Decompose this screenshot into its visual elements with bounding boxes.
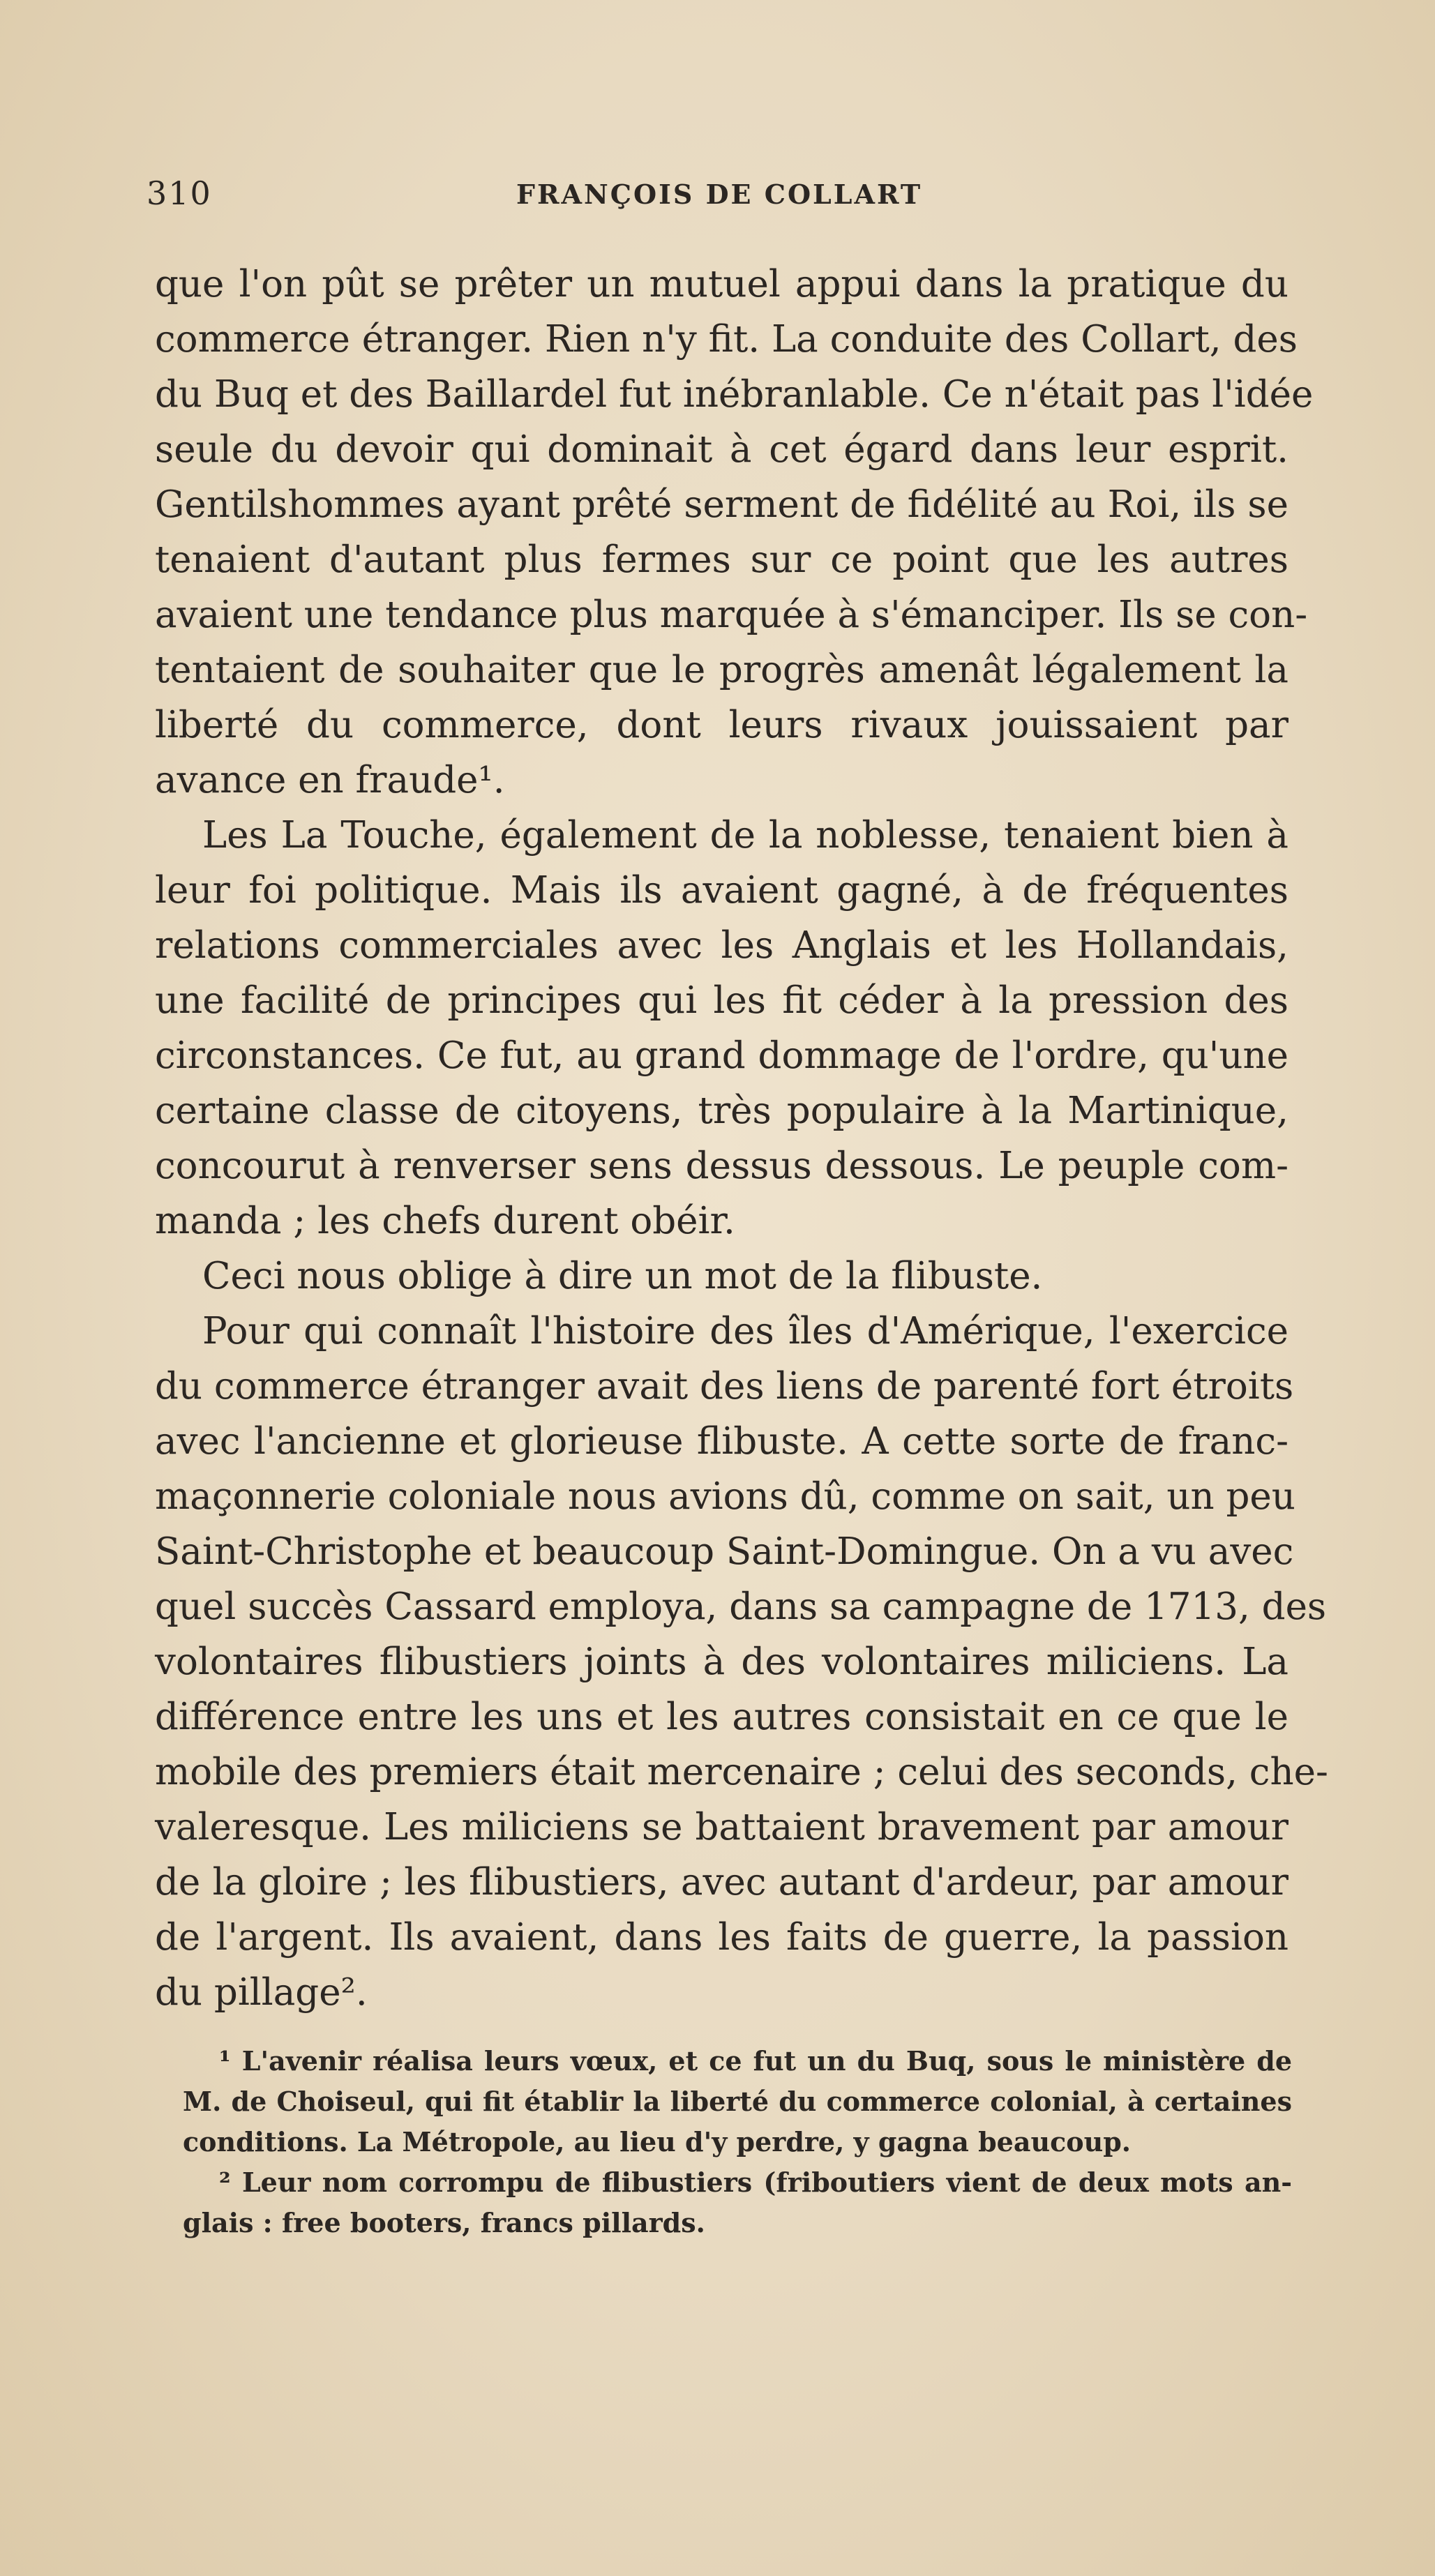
footnote-line: conditions. La Métropole, au lieu d'y perdre, y gagna beaucoup. — [183, 2126, 1132, 2157]
text-line: seule du devoir qui dominait à cet égard dans leur esprit. — [155, 428, 1289, 471]
text-line: Ceci nous oblige à dire un mot de la flibuste. — [202, 1255, 1043, 1297]
page-header — [146, 174, 1284, 223]
text-line: tenaient d'autant plus fermes sur ce point que les autres — [155, 538, 1289, 581]
text-line: du pillage². — [155, 1971, 368, 2014]
body-text — [155, 257, 1328, 2020]
text-line: quel succès Cassard employa, dans sa campagne de 1713, des — [155, 1585, 1327, 1628]
text-line: avaient une tendance plus marquée à s'émanciper. Ils se con- — [155, 594, 1308, 636]
text-line: manda ; les chefs durent obéir. — [155, 1200, 735, 1242]
text-line: valeresque. Les miliciens se battaient bravement par amour — [155, 1806, 1289, 1848]
text-line: Pour qui connaît l'histoire des îles d'Amérique, l'exercice — [202, 1310, 1289, 1353]
text-line: maçonnerie coloniale nous avions dû, comme on sait, un peu — [155, 1475, 1295, 1518]
footnote-line: ¹ L'avenir réalisa leurs vœux, et ce fut un du Buq, sous le ministère de — [219, 2045, 1292, 2077]
footnote-line: ² Leur nom corrompu de flibustiers (friboutiers vient de deux mots an- — [219, 2167, 1292, 2198]
text-line: de la gloire ; les flibustiers, avec autant d'ardeur, par amour — [155, 1861, 1289, 1904]
text-line: concourut à renverser sens dessus dessous. Le peuple com- — [155, 1145, 1289, 1187]
running-title: FRANÇOIS DE COLLART — [516, 179, 923, 210]
footnote-line: glais : free booters, francs pillards. — [183, 2207, 705, 2238]
text-line: que l'on pût se prêter un mutuel appui dans la pratique du — [155, 263, 1289, 306]
text-line: du commerce étranger avait des liens de parenté fort étroits — [155, 1365, 1294, 1408]
text-line: avec l'ancienne et glorieuse flibuste. A cette sorte de franc- — [155, 1420, 1289, 1463]
text-line: du Buq et des Baillardel fut inébranlable. Ce n'était pas l'idée — [155, 373, 1314, 416]
text-line: certaine classe de citoyens, très populaire à la Martinique, — [155, 1090, 1289, 1132]
text-line: avance en fraude¹. — [155, 759, 505, 801]
text-line: de l'argent. Ils avaient, dans les faits de guerre, la passion — [155, 1916, 1289, 1959]
text-line: tentaient de souhaiter que le progrès amenât légalement la — [155, 649, 1289, 691]
footnote-line: M. de Choiseul, qui fit établir la liberté du commerce colonial, à certaines — [183, 2086, 1292, 2117]
text-line: Gentilshommes ayant prêté serment de fidélité au Roi, ils se — [155, 483, 1289, 526]
text-line: liberté du commerce, dont leurs rivaux jouissaient par — [155, 704, 1289, 746]
text-line: Saint-Christophe et beaucoup Saint-Domingue. On a vu avec — [155, 1530, 1294, 1573]
text-line: relations commerciales avec les Anglais et les Hollandais, — [155, 924, 1289, 967]
text-line: mobile des premiers était mercenaire ; celui des seconds, che- — [155, 1751, 1328, 1793]
text-line: circonstances. Ce fut, au grand dommage de l'ordre, qu'une — [155, 1034, 1289, 1077]
text-line: commerce étranger. Rien n'y fit. La conduite des Collart, des — [155, 318, 1298, 361]
text-line: différence entre les uns et les autres consistait en ce que le — [155, 1696, 1289, 1738]
text-line: volontaires flibustiers joints à des volontaires miliciens. La — [155, 1641, 1289, 1683]
footnotes — [183, 2041, 1292, 2243]
text-line: Les La Touche, également de la noblesse, tenaient bien à — [202, 814, 1289, 857]
text-line: une facilité de principes qui les fit céder à la pression des — [155, 979, 1289, 1022]
text-line: leur foi politique. Mais ils avaient gagné, à de fréquentes — [155, 869, 1289, 912]
page-number: 310 — [146, 174, 212, 212]
